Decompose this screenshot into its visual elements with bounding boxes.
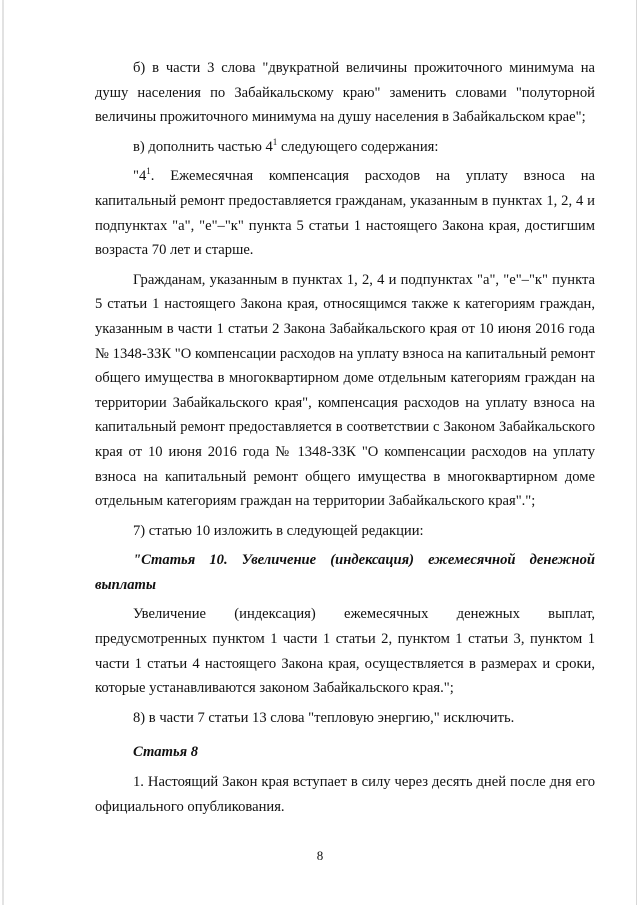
paragraph-article-13: 8) в части 7 статьи 13 слова "тепловую энергию," исключить.: [133, 709, 515, 726]
paragraph-indexation: Увеличение (индексация) ежемесячных денежных выплат, предусмотренных пунктом 1 части 1 статьи 2, пунктом 1 статьи 3, пунктом 1 части 1 статьи 4 настоящего Закона края, осуществляется в размерах и сроки, которые устанавливаются законом Забайкальского края.";: [95, 606, 595, 697]
part-4-1-open: "4: [133, 168, 147, 185]
paragraph-article-10-intro: 7) статью 10 изложить в следующей редакции:: [133, 522, 424, 539]
article-8-heading: Статья 8: [133, 744, 199, 761]
paragraph-v-add-part: [95, 135, 595, 160]
part-4-1-text: . Ежемесячная компенсация расходов на уплату взноса на капитальный ремонт предоставляется гражданам, указанным в пунктах 1, 2, 4 и подпунктах "а", "е"–"к" пункта 5 статьи 1 настоящего Закона края, достигшим возраста 70 лет и старше.: [95, 168, 595, 259]
scan-left-edge: [2, 0, 4, 905]
scan-right-edge: [636, 0, 637, 905]
paragraph-v-text-end: следующего содержания:: [277, 138, 439, 155]
paragraph-v-text: в) дополнить частью 4: [133, 138, 273, 155]
paragraph-v-superscript: 1: [272, 136, 278, 147]
document-body: [95, 56, 595, 824]
paragraph-entry-into-force: 1. Настоящий Закон края вступает в силу через десять дней после дня его официального опубликования.: [95, 774, 595, 815]
article-10-heading: "Статья 10. Увеличение (индексация) ежемесячной денежной выплаты: [95, 552, 595, 593]
paragraph-part-4-1: [95, 164, 595, 262]
page-number: 8: [316, 848, 324, 863]
part-4-1-superscript: 1: [146, 166, 151, 177]
paragraph-b-part-3: б) в части 3 слова "двукратной величины прожиточного минимума на душу населения по Забайкальскому краю" заменить словами "полуторной величины прожиточного минимума на душу населения в Забайкальском крае";: [95, 60, 595, 126]
paragraph-citizens-compensation: Гражданам, указанным в пунктах 1, 2, 4 и подпунктах "а", "е"–"к" пункта 5 статьи 1 настоящего Закона края, относящимся также к категориям граждан, указанным в части 1 статьи 2 Закона Забайкальского края от 10 июня 2016 года № 1348-ЗЗК "О компенсации расходов на уплату взноса на капитальный ремонт общего имущества в многоквартирном доме отдельным категориям граждан на территории Забайкальского края", компенсация расходов на уплату взноса на капитальный ремонт предоставляется в соответствии с Законом Забайкальского края от 10 июня 2016 года № 1348-ЗЗК "О компенсации расходов на уплату взноса на капитальный ремонт общего имущества в многоквартирном доме отдельным категориям граждан на территории Забайкальского края".";: [95, 271, 595, 510]
